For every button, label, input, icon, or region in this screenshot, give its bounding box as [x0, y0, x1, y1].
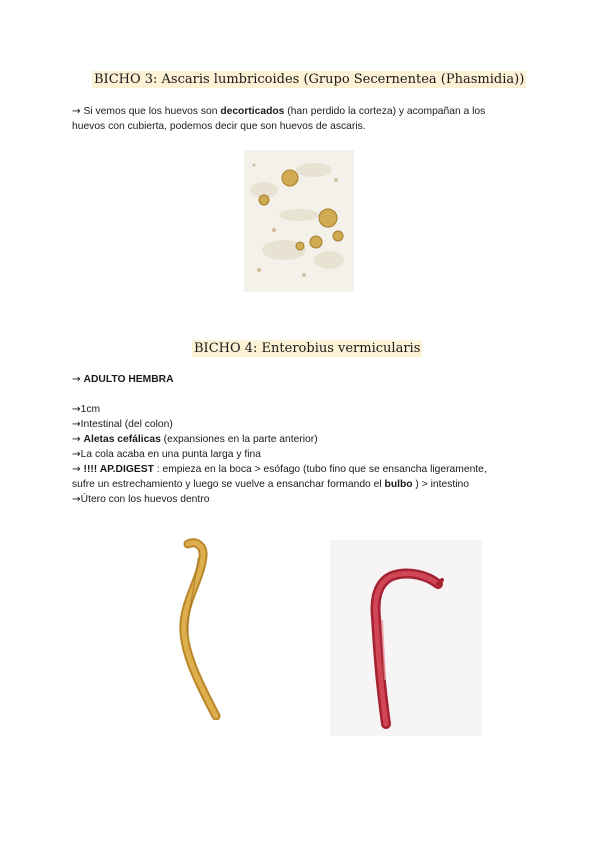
arrow-icon: → — [72, 493, 81, 505]
list-item — [72, 432, 542, 447]
arrow-icon: → — [72, 403, 81, 415]
list-item — [72, 492, 542, 507]
adult-female-label — [72, 372, 174, 387]
list-item-text: sufre un estrechamiento y luego se vuelve a ensanchar formando el — [72, 479, 385, 490]
text-segment: Si vemos que los huevos son — [80, 106, 221, 117]
enterobius-yellow-worm-image — [170, 538, 230, 720]
list-item-text: : empieza en la boca > esófago (tubo fino que se ensancha ligeramente, — [153, 464, 487, 475]
list-item-text: Útero con los huevos dentro — [80, 494, 210, 505]
bold-text: ADULTO HEMBRA — [83, 374, 174, 385]
arrow-icon: → — [72, 105, 81, 117]
bold-text: decorticados — [220, 106, 285, 117]
list-item — [72, 402, 542, 417]
section-heading-bicho-3: BICHO 3: Ascaris lumbricoides (Grupo Secernentea (Phasmidia)) — [94, 72, 525, 87]
arrow-icon: → — [72, 463, 81, 475]
list-item-text: La cola acaba en una punta larga y fina — [80, 449, 261, 460]
section-heading-bicho-4: BICHO 4: Enterobius vermicularis — [194, 341, 421, 356]
ascaris-eggs-micrograph — [244, 150, 354, 292]
bold-text: !!!! AP.DIGEST — [83, 464, 154, 475]
arrow-icon: → — [72, 418, 81, 430]
list-item — [72, 417, 542, 432]
arrow-icon: → — [72, 448, 81, 460]
arrow-icon: → — [72, 433, 81, 445]
list-item-text: ) > intestino — [412, 479, 469, 490]
list-item — [72, 462, 542, 477]
arrow-icon: → — [72, 373, 81, 385]
text-segment: (han perdido la corteza) y acompañan a los — [284, 106, 486, 117]
list-item — [72, 447, 542, 462]
list-item-continuation — [72, 477, 542, 492]
text-segment: huevos con cubierta, podemos decir que son huevos de ascaris. — [72, 121, 366, 132]
list-item-text: 1cm — [80, 404, 101, 415]
enterobius-red-worm-image — [330, 540, 482, 736]
list-item-text: Intestinal (del colon) — [80, 419, 173, 430]
enterobius-features-list — [72, 402, 542, 507]
list-item-text: (expansiones en la parte anterior) — [160, 434, 318, 445]
bold-text: Aletas cefálicas — [83, 434, 161, 445]
ascaris-description — [72, 104, 542, 134]
bold-text: bulbo — [384, 479, 413, 490]
